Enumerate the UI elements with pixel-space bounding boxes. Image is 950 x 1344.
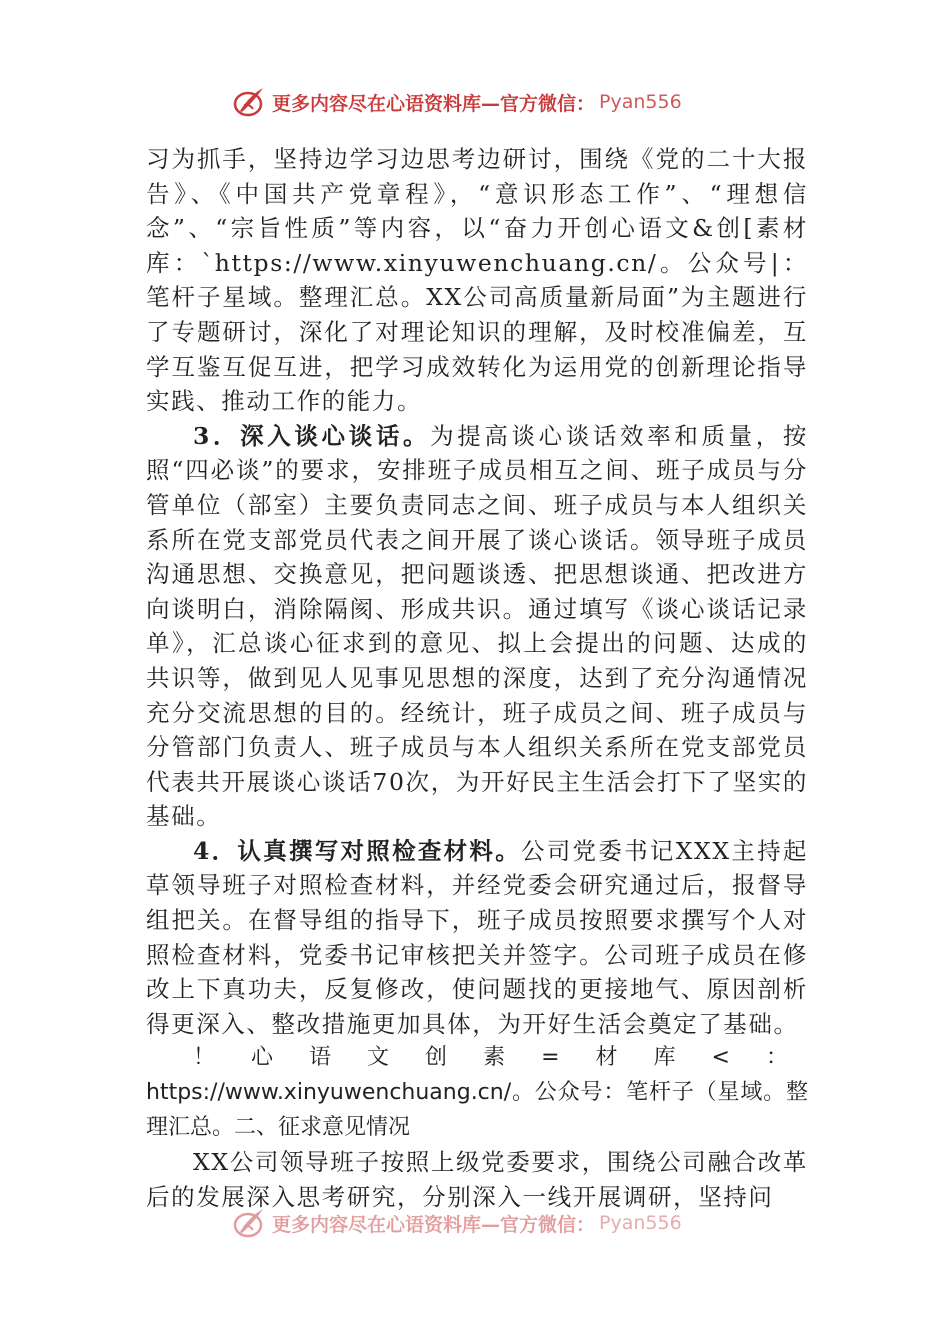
feather-scroll-logo-icon [232, 1206, 266, 1240]
paragraph-study-discussion: 习为抓手，坚持边学习边思考边研讨，围绕《党的二十大报告》、《中国共产党章程》，“意识形态工作”、“理想信念”、“宗旨性质”等内容，以“奋力开创心语文&创[素材库：`https://www.xinyuwenchuang.cn/。公众号|：笔杆子星域。整理汇总。XX公司高质量新局面”为主题进行了专题研讨，深化了对理论知识的理解，及时校准偏差，互学互鉴互促互进，把学习成效转化为运用党的创新理论指导实践、推动工作的能力。 [146, 145, 808, 416]
heading-heart-to-heart-talks: 3．深入谈心谈话。 [193, 421, 431, 450]
document-body [146, 142, 808, 1214]
banner-wechat-id: Pyan556 [599, 1212, 682, 1234]
paragraph-feedback-collection: XX公司领导班子按照上级党委要求，围绕公司融合改革后的发展深入思考研究，分别深入一线开展调研，坚持问 [146, 1148, 808, 1211]
heading-review-materials: 4．认真撰写对照检查材料。 [193, 836, 521, 865]
source-notice-text: https://www.xinyuwenchuang.cn/。公众号：笔杆子（星域。整理汇总。 [146, 1080, 808, 1140]
footer-watermark-banner [232, 1203, 682, 1243]
section-heading-feedback: 二、征求意见情况 [234, 1114, 411, 1140]
source-notice-spaced-text: ！心语文创素=材库<： [193, 1045, 808, 1071]
paragraph-review-materials [146, 834, 808, 1042]
banner-wechat-id: Pyan556 [599, 91, 682, 113]
feather-scroll-logo-icon [232, 85, 266, 119]
header-watermark-banner [232, 82, 682, 122]
paragraph-source-notice [146, 1041, 808, 1145]
heart-to-heart-talks-text: 为提高谈心谈话效率和质量，按照“四必谈”的要求，安排班子成员相互之间、班子成员与分管单位（部室）主要负责同志之间、班子成员与本人组织关系所在党支部党员代表之间开展了谈心谈话。领导班子成员沟通思想、交换意见，把问题谈透、把思想谈通、把改进方向谈明白，消除隔阂、形成共识。通过填写《谈心谈话记录单》，汇总谈心征求到的意见、拟上会提出的问题、达成的共识等，做到见人见事见思想的深度，达到了充分沟通情况充分交流思想的目的。经统计，班子成员之间、班子成员与分管部门负责人、班子成员与本人组织关系所在党支部党员代表共开展谈心谈话70次，为开好民主生活会打下了坚实的基础。 [146, 421, 808, 831]
banner-text: 更多内容尽在心语资料库—官方微信： [272, 1213, 596, 1236]
paragraph-heart-to-heart-talks [146, 419, 808, 834]
banner-text: 更多内容尽在心语资料库—官方微信： [272, 92, 596, 115]
review-materials-text: 公司党委书记XXX主持起草领导班子对照检查材料，并经党委会研究通过后，报督导组把关。在督导组的指导下，班子成员按照要求撰写个人对照检查材料，党委书记审核把关并签字。公司班子成员在修改上下真功夫，反复修改，使问题找的更接地气、原因剖析得更深入、整改措施更加具体，为开好生活会奠定了基础。 [146, 836, 809, 1038]
